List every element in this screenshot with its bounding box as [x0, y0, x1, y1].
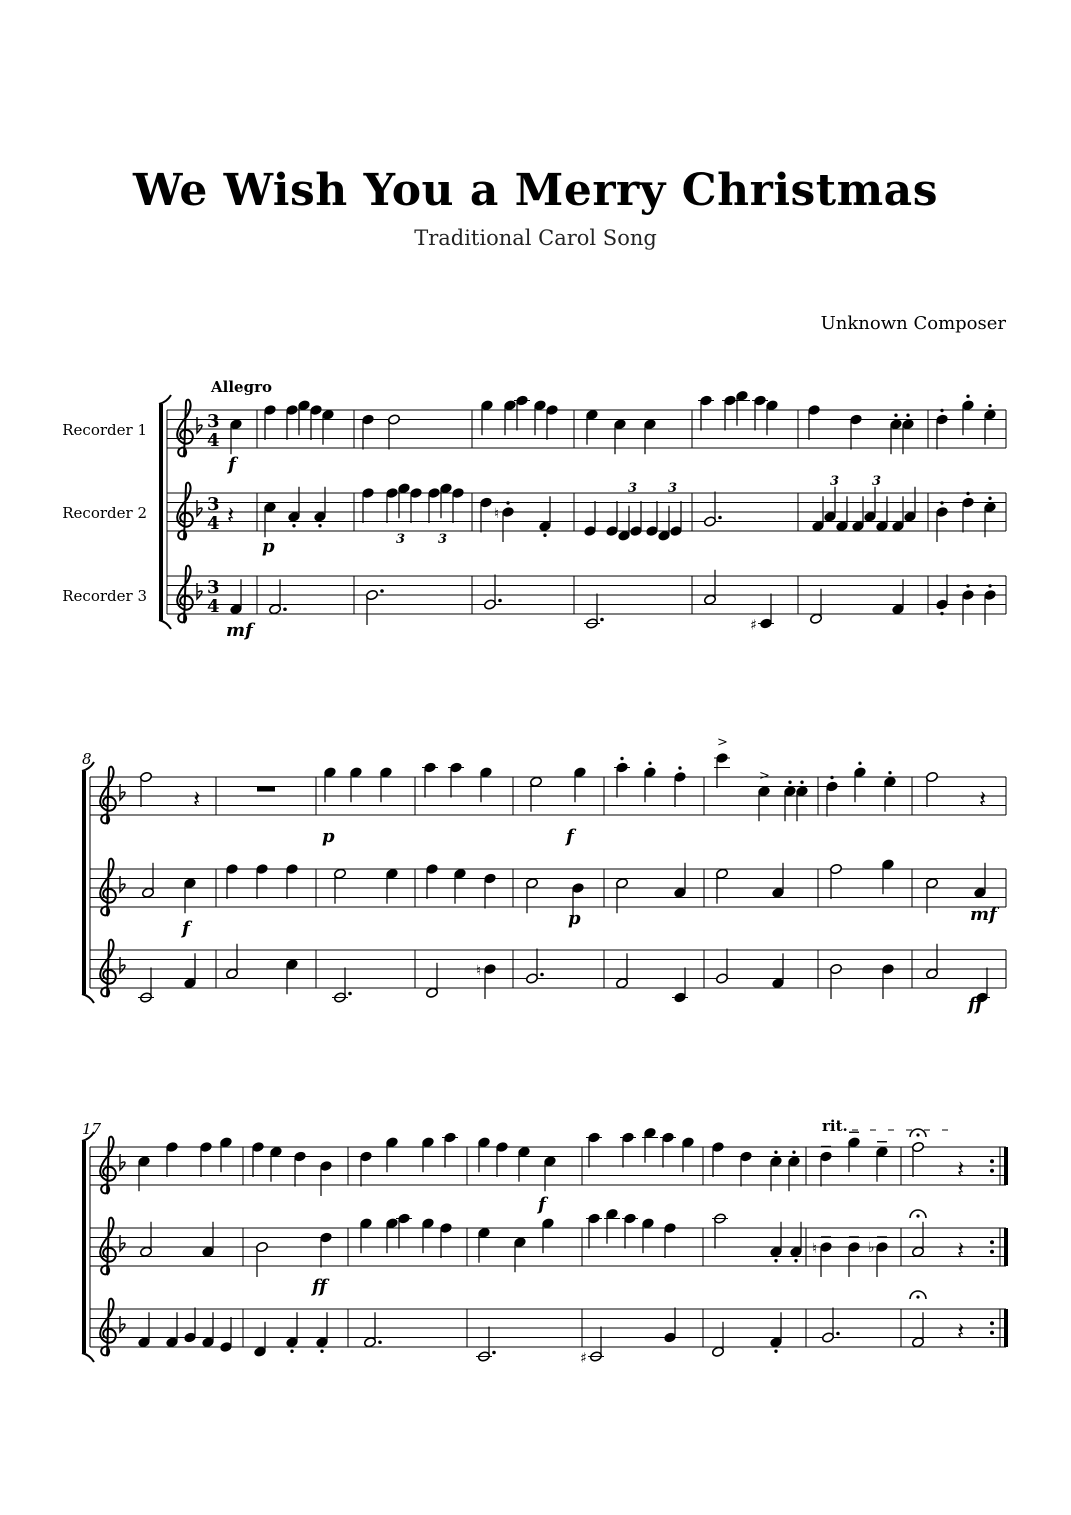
tempo-marking: Allegro [211, 378, 272, 396]
time-signature-bottom: 4 [207, 513, 220, 534]
quarter-rest-icon: 𝄽 [979, 785, 987, 813]
staccato-dot [318, 524, 321, 527]
system-1 [159, 378, 1006, 641]
time-signature-top: 3 [207, 494, 220, 515]
part-label-recorder-1: Recorder 1 [62, 421, 147, 439]
staccato-dot [543, 534, 546, 537]
staccato-dot [888, 771, 891, 774]
staccato-dot [858, 762, 861, 765]
staccato-dot [800, 781, 803, 784]
quarter-rest-icon: 𝄽 [227, 501, 235, 529]
quarter-rest-icon: 𝄽 [957, 1155, 965, 1183]
tuplet-number: 3 [396, 532, 406, 547]
staccato-dot [774, 1151, 777, 1154]
bracket-cap [82, 1353, 94, 1362]
staccato-dot [788, 781, 791, 784]
dynamic-marking: p [568, 908, 581, 929]
composer-credit: Unknown Composer [820, 313, 1006, 334]
augmentation-dot [283, 607, 287, 611]
repeat-dot [990, 1250, 994, 1254]
system-3 [82, 1117, 1006, 1367]
staccato-dot [620, 757, 623, 760]
staccato-dot [290, 1350, 293, 1353]
repeat-dot [990, 1321, 994, 1325]
augmentation-dot [348, 992, 352, 996]
dynamic-marking: f [538, 1194, 546, 1215]
page-title: We Wish You a Merry Christmas [133, 165, 938, 216]
repeat-dot [990, 1331, 994, 1335]
dynamic-marking: p [322, 826, 335, 847]
staccato-dot [988, 404, 991, 407]
part-label-recorder-3: Recorder 3 [62, 587, 147, 605]
ritardando-marking: rit. [822, 1117, 848, 1135]
page-subtitle: Traditional Carol Song [414, 226, 657, 250]
dynamic-marking: f [228, 454, 236, 475]
dynamic-marking: ff [968, 994, 983, 1015]
natural-icon: ♮ [494, 506, 500, 522]
quarter-rest-icon: 𝄽 [957, 1317, 965, 1345]
whole-rest-icon [257, 787, 275, 792]
staccato-dot [966, 492, 969, 495]
fermata-dot [916, 1295, 919, 1298]
tuplet-number: 3 [438, 532, 448, 547]
tuplet-number: 3 [628, 481, 638, 496]
staccato-dot [794, 1259, 797, 1262]
bracket-cap [82, 994, 94, 1003]
staccato-dot [906, 414, 909, 417]
bracket-cap [159, 395, 171, 404]
staccato-dot [988, 584, 991, 587]
time-signature-top: 3 [207, 577, 220, 598]
staccato-dot [774, 1259, 777, 1262]
augmentation-dot [380, 589, 384, 593]
dynamic-marking: ff [312, 1276, 327, 1297]
accent-icon: > [717, 735, 728, 750]
staccato-dot [966, 584, 969, 587]
sharp-icon: ♯ [750, 617, 757, 634]
staccato-dot [792, 1151, 795, 1154]
tuplet-number: 3 [668, 481, 678, 496]
measure-number: 8 [82, 750, 92, 768]
flat-icon: ♭ [868, 1240, 875, 1256]
time-signature-bottom: 4 [207, 596, 220, 617]
time-signature-top: 3 [207, 411, 220, 432]
fermata-dot [916, 1133, 919, 1136]
staccato-dot [830, 776, 833, 779]
repeat-dot [990, 1169, 994, 1173]
bracket-cap [159, 620, 171, 629]
dynamic-marking: f [182, 918, 190, 939]
staccato-dot [988, 497, 991, 500]
sharp-icon: ♯ [580, 1350, 587, 1367]
part-labels [62, 421, 147, 605]
staccato-dot [774, 1350, 777, 1353]
part-label-recorder-2: Recorder 2 [62, 504, 147, 522]
dynamic-marking: p [262, 536, 275, 557]
staccato-dot [648, 762, 651, 765]
time-signature-bottom: 4 [207, 430, 220, 451]
staccato-dot [292, 524, 295, 527]
staccato-dot [320, 1350, 323, 1353]
staccato-dot [940, 409, 943, 412]
augmentation-dot [836, 1332, 840, 1336]
dynamic-marking: mf [226, 620, 253, 641]
quarter-rest-icon: 𝄽 [193, 785, 201, 813]
augmentation-dot [540, 973, 544, 977]
staccato-dot [506, 501, 509, 504]
staccato-dot [678, 766, 681, 769]
staccato-dot [894, 414, 897, 417]
augmentation-dot [600, 618, 604, 622]
repeat-dot [990, 1240, 994, 1244]
natural-icon: ♮ [476, 963, 482, 979]
staccato-dot [940, 612, 943, 615]
staccato-dot [966, 395, 969, 398]
dynamic-marking: f [566, 826, 574, 847]
measure-number: 17 [82, 1120, 102, 1138]
fermata-dot [916, 1214, 919, 1217]
augmentation-dot [498, 599, 502, 603]
staccato-dot [940, 501, 943, 504]
augmentation-dot [378, 1340, 382, 1344]
system-2 [82, 735, 1006, 1015]
augmentation-dot [492, 1351, 496, 1355]
tuplet-number: 3 [872, 474, 882, 489]
natural-icon: ♮ [812, 1241, 818, 1257]
repeat-dot [990, 1159, 994, 1163]
quarter-rest-icon: 𝄽 [957, 1236, 965, 1264]
dynamic-marking: mf [970, 904, 997, 925]
tuplet-number: 3 [830, 474, 840, 489]
augmentation-dot [718, 516, 722, 520]
accent-icon: > [759, 768, 770, 784]
